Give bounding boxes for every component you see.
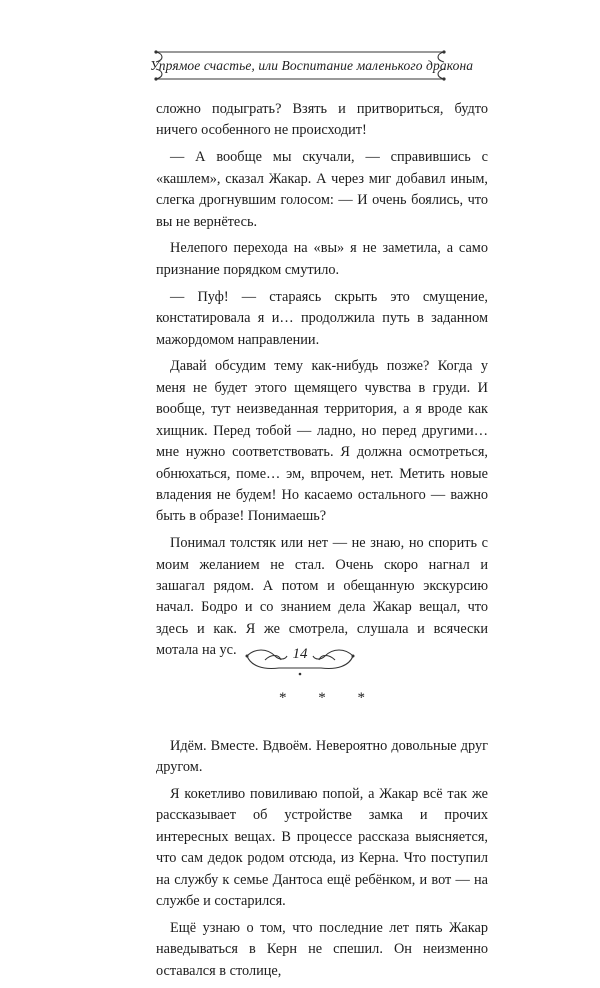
page-footer bbox=[245, 640, 355, 680]
paragraph: Давай обсудим тему как-нибудь позже? Когда у меня не будет этого щемящего чувства в груди. И вообще, тут неизведанная территория, а я вроде как хищник. Перед тобой — ладно, но перед другими… мне нужно соответствовать. Я должна осмотреться, обнюхаться, поме… эм, впрочем, нет. Метить новые владения не будем! Но касаемо остального — важно быть в образе! Понимаешь? bbox=[156, 358, 488, 525]
running-header bbox=[150, 46, 474, 86]
paragraph: Идём. Вместе. Вдвоём. Невероятно довольные друг другом. bbox=[156, 737, 488, 776]
paragraph: сложно подыграть? Взять и притвориться, будто ничего особенного не происходит! bbox=[156, 101, 488, 139]
paragraph: Ещё узнаю о том, что последние лет пять Жакар наведываться в Керн не спешил. Он неизменно оставался в столице, bbox=[156, 919, 488, 979]
running-title: Упрямое счастье, или Воспитание маленького дракона bbox=[150, 58, 474, 73]
paragraph: — А вообще мы скучали, — справившись с «кашлем», сказал Жакар. А через миг добавил иным, слегка дрогнувшим голосом: — И очень боялись, что вы не вернётесь. bbox=[156, 149, 488, 230]
paragraph: Нелепого перехода на «вы» я не заметила, а само признание порядком смутило. bbox=[156, 240, 488, 278]
section-break: * * * bbox=[279, 689, 379, 706]
page-number: 14 bbox=[292, 646, 308, 662]
body-text bbox=[156, 99, 488, 988]
paragraph: — Пуф! — стараясь скрыть это смущение, констатировала я и… продолжила путь в заданном мажордомом направлении. bbox=[156, 288, 488, 348]
paragraph: Я кокетливо повиливаю попой, а Жакар всё так же рассказывает об устройстве замка и прочих интересных вещах. В процессе рассказа выясняется, что сам дедок родом отсюда, из Керна. Что поступил на службу к семье Дантоса ещё ребёнком, и вот — на службе и состарился. bbox=[156, 785, 488, 909]
paragraph: Понимал толстяк или нет — не знаю, но спорить с моим желанием не стал. Очень скоро нагнал и зашагал рядом. А потом и обещанную экскурсию начал. Бодро и со знанием дела Жакар вещал, что здесь и как. Я же смотрела, слушала и всячески мотала на ус. bbox=[156, 535, 488, 659]
